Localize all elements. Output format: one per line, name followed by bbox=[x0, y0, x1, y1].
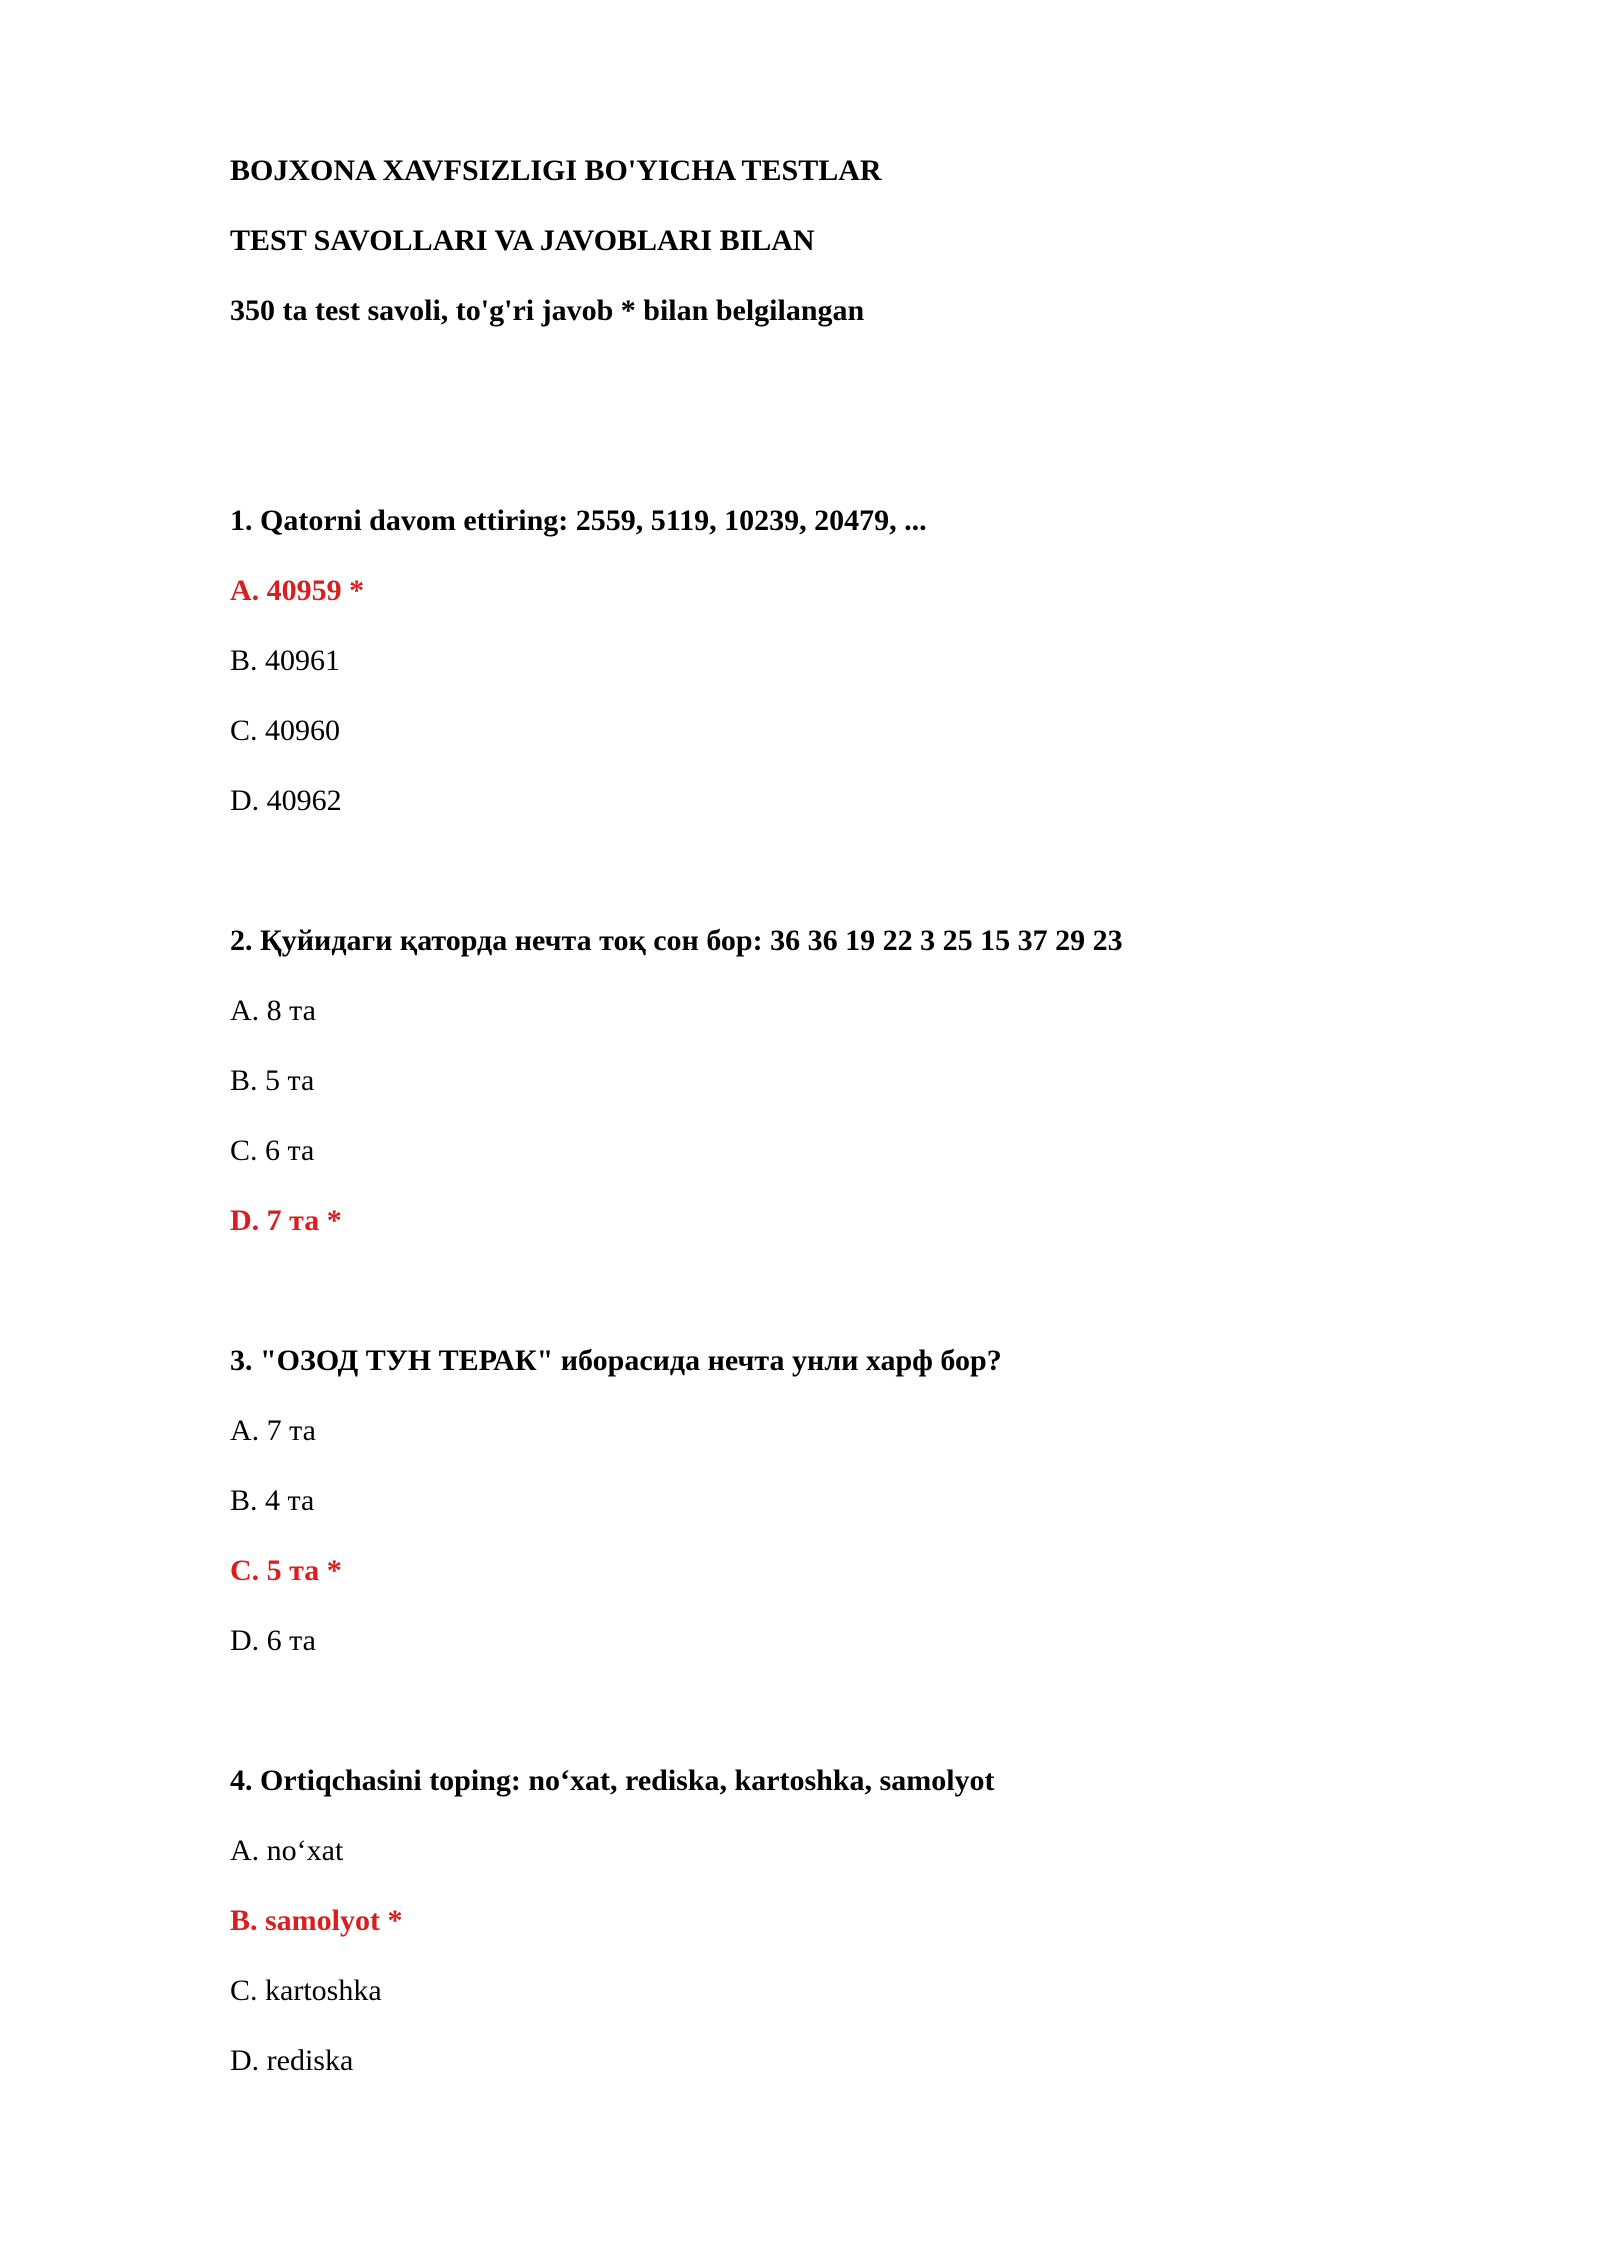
question-3-text: 3. "ОЗОД ТУН ТЕРАК" иборасида нечта унли харф бор? bbox=[230, 1344, 1002, 1377]
question-4-option-a: A. no‘xat bbox=[230, 1834, 344, 1867]
question-1-text: 1. Qatorni davom ettiring: 2559, 5119, 10239, 20479, ... bbox=[230, 504, 927, 537]
question-1-option-c: C. 40960 bbox=[230, 714, 341, 747]
question-2-option-c: C. 6 та bbox=[230, 1134, 315, 1167]
question-1-option-a: A. 40959 * bbox=[230, 574, 365, 607]
question-4-option-c: C. kartoshka bbox=[230, 1974, 382, 2007]
question-3-option-c: C. 5 та * bbox=[230, 1554, 342, 1587]
question-1-option-d: D. 40962 bbox=[230, 784, 342, 817]
document-subtitle: TEST SAVOLLARI VA JAVOBLARI BILAN bbox=[230, 224, 815, 257]
question-3-option-a: A. 7 та bbox=[230, 1414, 316, 1447]
question-2-option-a: A. 8 та bbox=[230, 994, 316, 1027]
question-4-text: 4. Ortiqchasini toping: no‘xat, rediska, kartoshka, samolyot bbox=[230, 1764, 995, 1797]
question-2-option-b: B. 5 та bbox=[230, 1064, 315, 1097]
question-4-option-b: B. samolyot * bbox=[230, 1904, 403, 1937]
question-4-option-d: D. rediska bbox=[230, 2044, 354, 2077]
question-2-text: 2. Қуйидаги қаторда нечта тоқ сон бор: 36 36 19 22 3 25 15 37 29 23 bbox=[230, 924, 1123, 957]
question-3-option-d: D. 6 та bbox=[230, 1624, 316, 1657]
question-1-option-b: B. 40961 bbox=[230, 644, 341, 677]
question-3-option-b: B. 4 та bbox=[230, 1484, 315, 1517]
document-title: BOJXONA XAVFSIZLIGI BO'YICHA TESTLAR bbox=[230, 154, 882, 187]
question-2-option-d: D. 7 та * bbox=[230, 1204, 342, 1237]
document-note: 350 ta test savoli, to'g'ri javob * bilan belgilangan bbox=[230, 294, 865, 327]
